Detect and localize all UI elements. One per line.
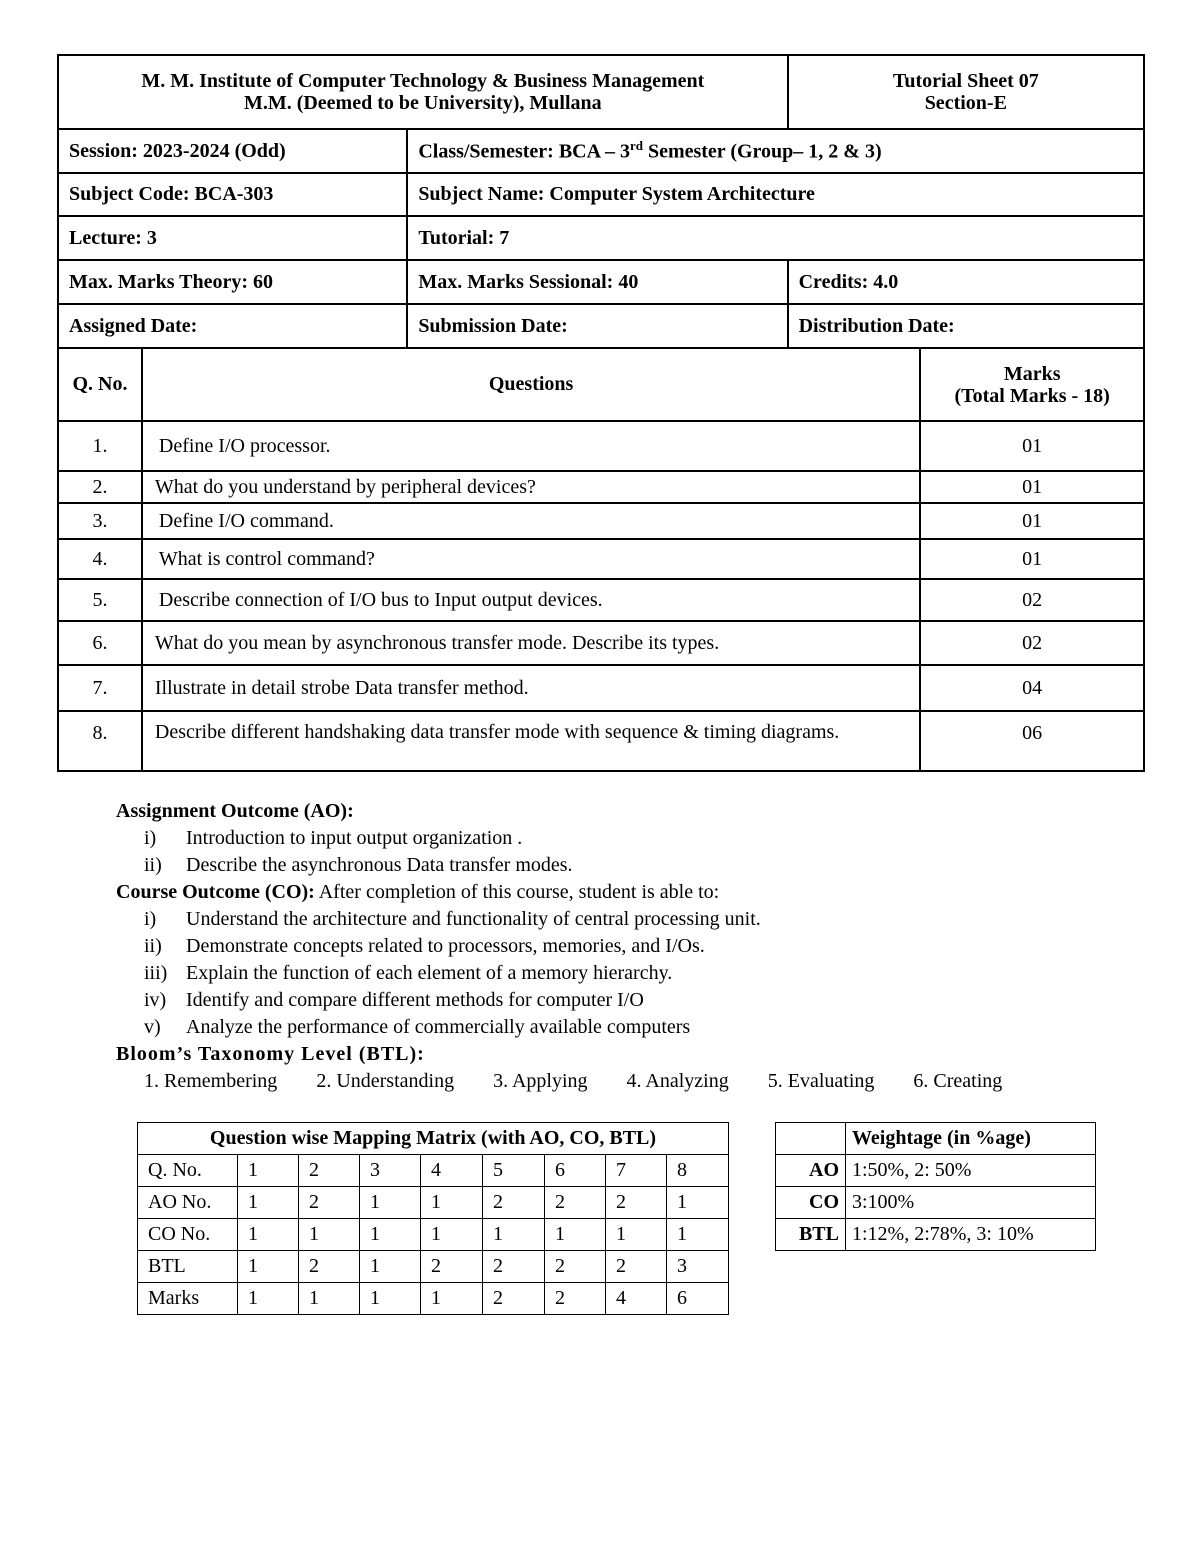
question-marks: 01 (920, 539, 1144, 579)
question-text: What do you understand by peripheral devices? (142, 471, 920, 503)
table-row (138, 1251, 729, 1283)
table-row (138, 1155, 729, 1187)
max-sessional-cell: Max. Marks Sessional: 40 (407, 260, 787, 304)
weightage-corner (776, 1123, 846, 1155)
matrix-cell: 2 (545, 1251, 606, 1283)
list-item (116, 1014, 1002, 1041)
matrix-cell: 2 (483, 1187, 545, 1219)
question-number: 1. (58, 421, 142, 471)
matrix-row-label: CO No. (138, 1219, 238, 1251)
tutorial-cell: Tutorial: 7 (407, 216, 1144, 260)
co-text: Understand the architecture and functionality of central processing unit. (186, 908, 761, 930)
sheet-title: Tutorial Sheet 07 (892, 70, 1039, 92)
subject-name-cell: Subject Name: Computer System Architecture (407, 173, 1144, 216)
question-text: Define I/O command. (142, 503, 920, 539)
matrix-cell: 1 (360, 1283, 421, 1315)
co-num: iv) (144, 989, 167, 1011)
class-sup: rd (629, 138, 643, 154)
matrix-cell: 3 (667, 1251, 729, 1283)
question-number: 2. (58, 471, 142, 503)
matrix-cell: 1 (360, 1219, 421, 1251)
matrix-row-label: BTL (138, 1251, 238, 1283)
col-marks-header (920, 348, 1144, 421)
question-marks: 04 (920, 665, 1144, 711)
ao-title: Assignment Outcome (AO): (116, 800, 354, 822)
table-row (58, 665, 1144, 711)
matrix-cell: 6 (545, 1155, 606, 1187)
university-name: M.M. (Deemed to be University), Mullana (243, 92, 602, 114)
btl-level: 1. Remembering (144, 1070, 278, 1092)
matrix-cell: 3 (360, 1155, 421, 1187)
question-text: Define I/O processor. (142, 421, 920, 471)
marks-label: Marks (1003, 362, 1061, 385)
header-table (57, 54, 1145, 772)
btl-level: 6. Creating (913, 1070, 1003, 1092)
table-row (58, 503, 1144, 539)
matrix-cell: 1 (421, 1187, 483, 1219)
table-row (58, 579, 1144, 621)
subject-code-cell: Subject Code: BCA-303 (58, 173, 407, 216)
question-text: Illustrate in detail strobe Data transfer method. (142, 665, 920, 711)
weightage-value: 1:50%, 2: 50% (846, 1155, 1096, 1187)
question-marks: 06 (920, 711, 1144, 771)
matrix-cell: 2 (483, 1251, 545, 1283)
co-num: i) (144, 908, 157, 930)
table-row (58, 711, 1144, 771)
weightage-table (775, 1122, 1096, 1251)
weightage-label: BTL (776, 1219, 846, 1251)
btl-level: 2. Understanding (316, 1070, 455, 1092)
matrix-row-label: AO No. (138, 1187, 238, 1219)
matrix-cell: 4 (606, 1283, 667, 1315)
matrix-cell: 1 (360, 1251, 421, 1283)
ao-num: i) (144, 827, 157, 849)
section-label: Section-E (924, 92, 1007, 114)
list-item (116, 933, 1002, 960)
matrix-cell: 1 (360, 1187, 421, 1219)
lecture-cell: Lecture: 3 (58, 216, 407, 260)
co-text: Identify and compare different methods for computer I/O (186, 989, 644, 1011)
table-row (58, 539, 1144, 579)
institute-cell (58, 55, 788, 129)
table-row (138, 1283, 729, 1315)
btl-level: 5. Evaluating (767, 1070, 875, 1092)
col-questions-header: Questions (142, 348, 920, 421)
weightage-label: AO (776, 1155, 846, 1187)
table-row (58, 621, 1144, 665)
btl-level: 4. Analyzing (626, 1070, 729, 1092)
class-cell (407, 129, 1144, 173)
table-row (138, 1219, 729, 1251)
institute-name: M. M. Institute of Computer Technology & Business Management (141, 70, 705, 92)
submission-date-cell: Submission Date: (407, 304, 787, 348)
co-intro: After completion of this course, student is able to: (314, 881, 720, 903)
matrix-cell: 2 (545, 1283, 606, 1315)
list-item (116, 906, 1002, 933)
question-marks: 02 (920, 579, 1144, 621)
matrix-cell: 1 (299, 1219, 360, 1251)
matrix-cell: 2 (606, 1251, 667, 1283)
co-text: Analyze the performance of commercially available computers (186, 1016, 691, 1038)
weightage-value: 3:100% (846, 1187, 1096, 1219)
matrix-cell: 8 (667, 1155, 729, 1187)
matrix-cell: 1 (238, 1187, 299, 1219)
co-heading (116, 879, 1002, 906)
co-text: Demonstrate concepts related to processors, memories, and I/Os. (186, 935, 705, 957)
matrix-cell: 5 (483, 1155, 545, 1187)
ao-text: Introduction to input output organization . (186, 827, 523, 849)
class-prefix: Class/Semester: BCA – 3 (418, 140, 630, 163)
matrix-cell: 1 (238, 1283, 299, 1315)
question-number: 5. (58, 579, 142, 621)
ao-text: Describe the asynchronous Data transfer modes. (186, 854, 573, 876)
mapping-matrix (137, 1122, 729, 1315)
table-row (58, 471, 1144, 503)
matrix-cell: 1 (667, 1187, 729, 1219)
outcomes-section (116, 798, 1002, 1095)
question-text: Describe different handshaking data transfer mode with sequence & timing diagrams. (142, 711, 920, 771)
co-num: v) (144, 1016, 161, 1038)
question-text: What is control command? (142, 539, 920, 579)
btl-levels (116, 1068, 1002, 1095)
matrix-cell: 2 (483, 1283, 545, 1315)
question-marks: 01 (920, 503, 1144, 539)
co-title: Course Outcome (CO): (116, 881, 315, 903)
matrix-row-label: Q. No. (138, 1155, 238, 1187)
matrix-cell: 1 (421, 1219, 483, 1251)
table-row (776, 1219, 1096, 1251)
matrix-cell: 1 (299, 1283, 360, 1315)
matrix-row-label: Marks (138, 1283, 238, 1315)
question-number: 8. (58, 711, 142, 771)
co-text: Explain the function of each element of a memory hierarchy. (186, 962, 673, 984)
matrix-cell: 2 (299, 1155, 360, 1187)
assigned-date-cell: Assigned Date: (58, 304, 407, 348)
matrix-title: Question wise Mapping Matrix (with AO, CO, BTL) (138, 1123, 729, 1155)
list-item (116, 825, 1002, 852)
credits-cell: Credits: 4.0 (788, 260, 1144, 304)
btl-level: 3. Applying (493, 1070, 588, 1092)
matrix-cell: 1 (238, 1219, 299, 1251)
total-marks-label: (Total Marks - 18) (954, 384, 1110, 407)
co-num: iii) (144, 962, 168, 984)
question-number: 7. (58, 665, 142, 711)
sheet-cell (788, 55, 1144, 129)
question-number: 6. (58, 621, 142, 665)
matrix-cell: 2 (299, 1187, 360, 1219)
ao-num: ii) (144, 854, 162, 876)
question-text: What do you mean by asynchronous transfer mode. Describe its types. (142, 621, 920, 665)
matrix-cell: 1 (421, 1283, 483, 1315)
matrix-cell: 6 (667, 1283, 729, 1315)
question-text: Describe connection of I/O bus to Input output devices. (142, 579, 920, 621)
co-num: ii) (144, 935, 162, 957)
weightage-title: Weightage (in %age) (846, 1123, 1096, 1155)
question-marks: 01 (920, 471, 1144, 503)
matrix-cell: 7 (606, 1155, 667, 1187)
max-theory-cell: Max. Marks Theory: 60 (58, 260, 407, 304)
question-number: 3. (58, 503, 142, 539)
matrix-cell: 2 (606, 1187, 667, 1219)
table-row (58, 421, 1144, 471)
session-cell: Session: 2023-2024 (Odd) (58, 129, 407, 173)
table-row (776, 1155, 1096, 1187)
matrix-cell: 2 (421, 1251, 483, 1283)
question-marks: 02 (920, 621, 1144, 665)
matrix-cell: 2 (545, 1187, 606, 1219)
question-marks: 01 (920, 421, 1144, 471)
list-item (116, 987, 1002, 1014)
col-qno-header: Q. No. (58, 348, 142, 421)
class-suffix: Semester (Group– 1, 2 & 3) (642, 140, 882, 163)
question-number: 4. (58, 539, 142, 579)
btl-title: Bloom’s Taxonomy Level (BTL): (116, 1043, 425, 1065)
table-row (138, 1187, 729, 1219)
list-item (116, 960, 1002, 987)
matrix-cell: 4 (421, 1155, 483, 1187)
matrix-cell: 1 (606, 1219, 667, 1251)
list-item (116, 852, 1002, 879)
matrix-cell: 1 (238, 1155, 299, 1187)
table-row (776, 1187, 1096, 1219)
matrix-cell: 1 (483, 1219, 545, 1251)
distribution-date-cell: Distribution Date: (788, 304, 1144, 348)
weightage-label: CO (776, 1187, 846, 1219)
matrix-cell: 1 (545, 1219, 606, 1251)
weightage-value: 1:12%, 2:78%, 3: 10% (846, 1219, 1096, 1251)
matrix-cell: 1 (238, 1251, 299, 1283)
matrix-cell: 1 (667, 1219, 729, 1251)
matrix-cell: 2 (299, 1251, 360, 1283)
